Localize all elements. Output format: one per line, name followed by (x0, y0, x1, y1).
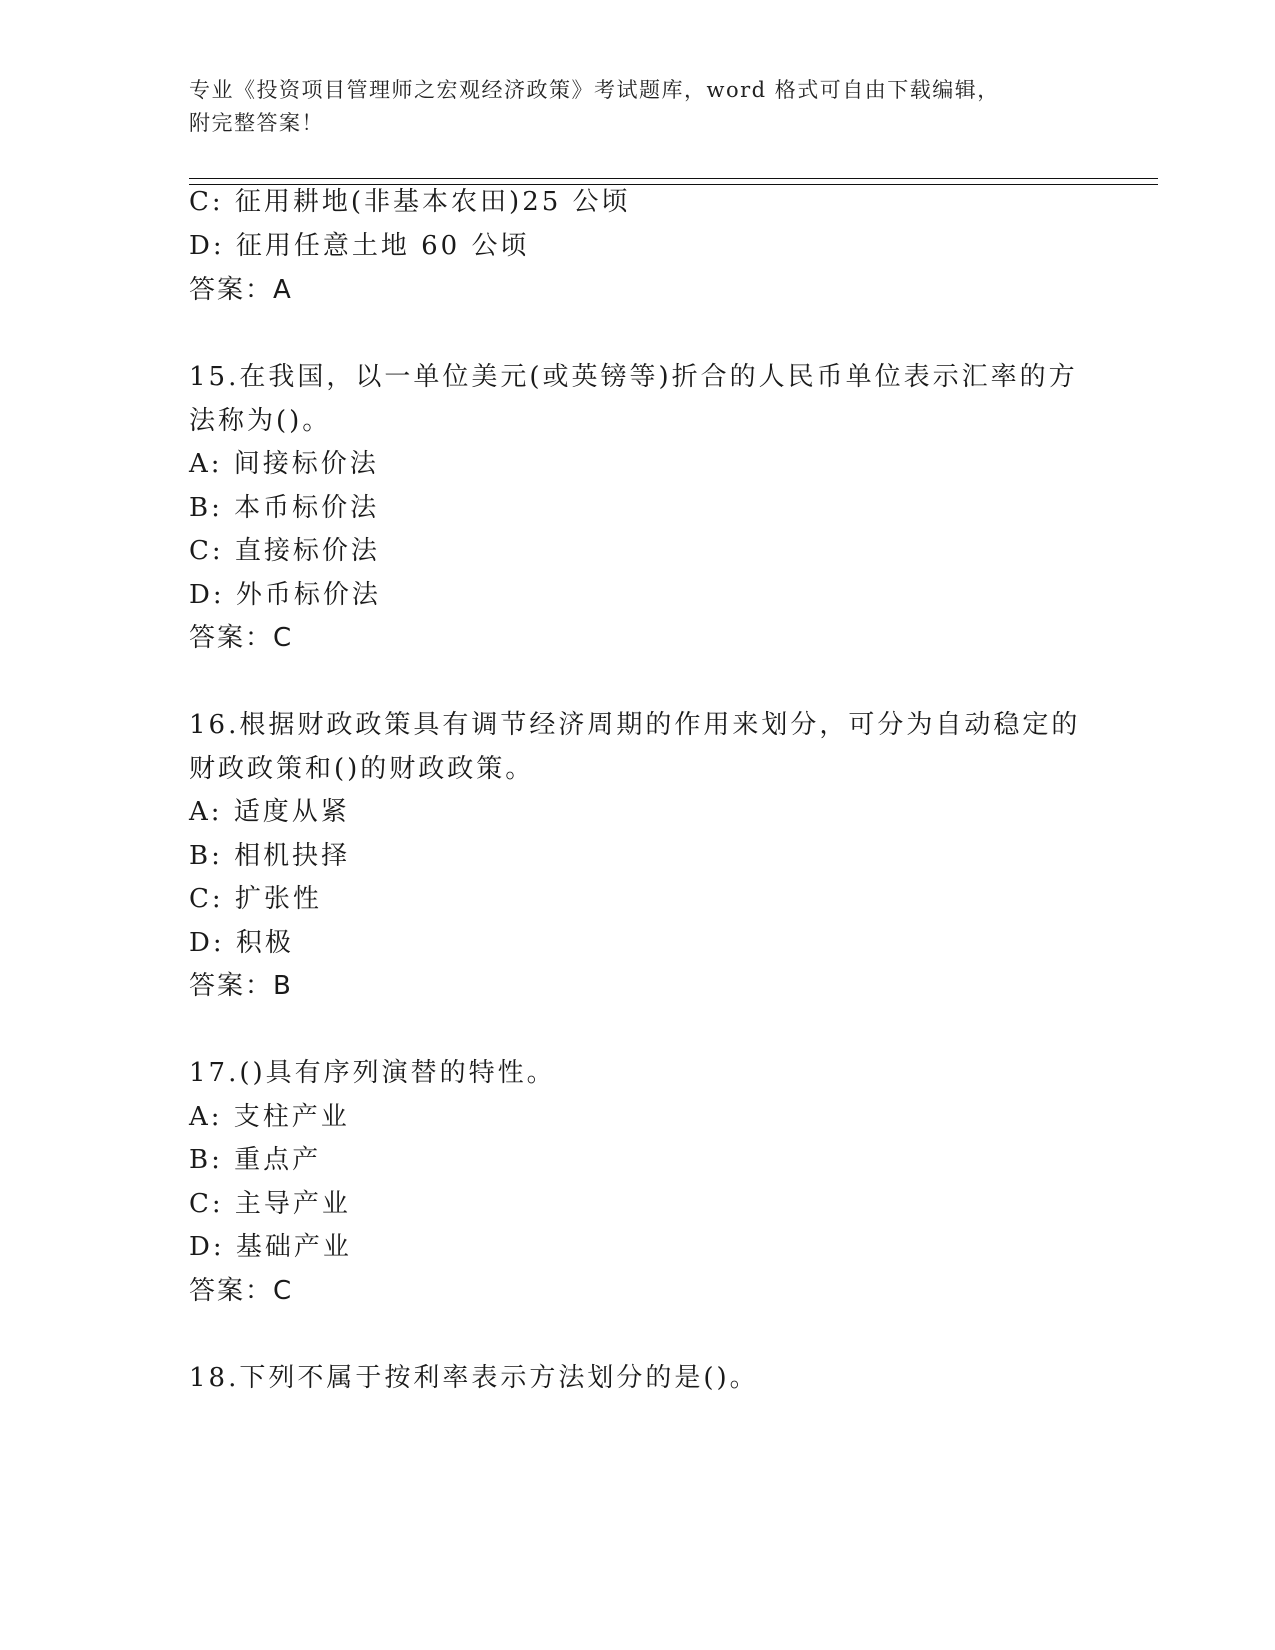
q16-answer: 答案：B (189, 971, 293, 1001)
header-line-2: 附完整答案！ (189, 111, 324, 135)
header-divider-top (189, 178, 1158, 179)
q15-option-a: A: 间接标价法 (189, 449, 379, 479)
q16-option-c: C: 扩张性 (189, 884, 322, 914)
q17-option-d: D: 基础产业 (189, 1232, 352, 1262)
q14-option-c: C: 征用耕地(非基本农田)25 公顷 (189, 187, 631, 217)
q18-stem-line-1: 18.下列不属于按利率表示方法划分的是()。 (189, 1363, 759, 1393)
q16-stem-line-1: 16.根据财政政策具有调节经济周期的作用来划分，可分为自动稳定的 (189, 710, 1081, 740)
q15-answer: 答案：C (189, 623, 294, 653)
q17-answer: 答案：C (189, 1276, 294, 1306)
q17-option-b: B: 重点产 (189, 1145, 322, 1175)
header-line-1: 专业《投资项目管理师之宏观经济政策》考试题库，word 格式可自由下载编辑， (189, 78, 1000, 102)
q17-option-c: C: 主导产业 (189, 1189, 351, 1219)
q17-stem-line-1: 17.()具有序列演替的特性。 (189, 1058, 556, 1088)
q15-option-c: C: 直接标价法 (189, 536, 380, 566)
q15-option-d: D: 外币标价法 (189, 580, 381, 610)
q15-stem-line-1: 15.在我国，以一单位美元(或英镑等)折合的人民币单位表示汇率的方 (189, 362, 1078, 392)
document-header (189, 74, 1089, 140)
q15-option-b: B: 本币标价法 (189, 493, 380, 523)
q16-stem-line-2: 财政政策和()的财政政策。 (189, 754, 535, 784)
q14-option-d: D: 征用任意土地 60 公顷 (189, 231, 530, 261)
q16-option-d: D: 积极 (189, 928, 294, 958)
q16-option-a: A: 适度从紧 (189, 797, 350, 827)
q14-answer: 答案：A (189, 275, 293, 305)
q15-stem-line-2: 法称为()。 (189, 406, 332, 436)
q16-option-b: B: 相机抉择 (189, 841, 351, 871)
q17-option-a: A: 支柱产业 (189, 1102, 350, 1132)
